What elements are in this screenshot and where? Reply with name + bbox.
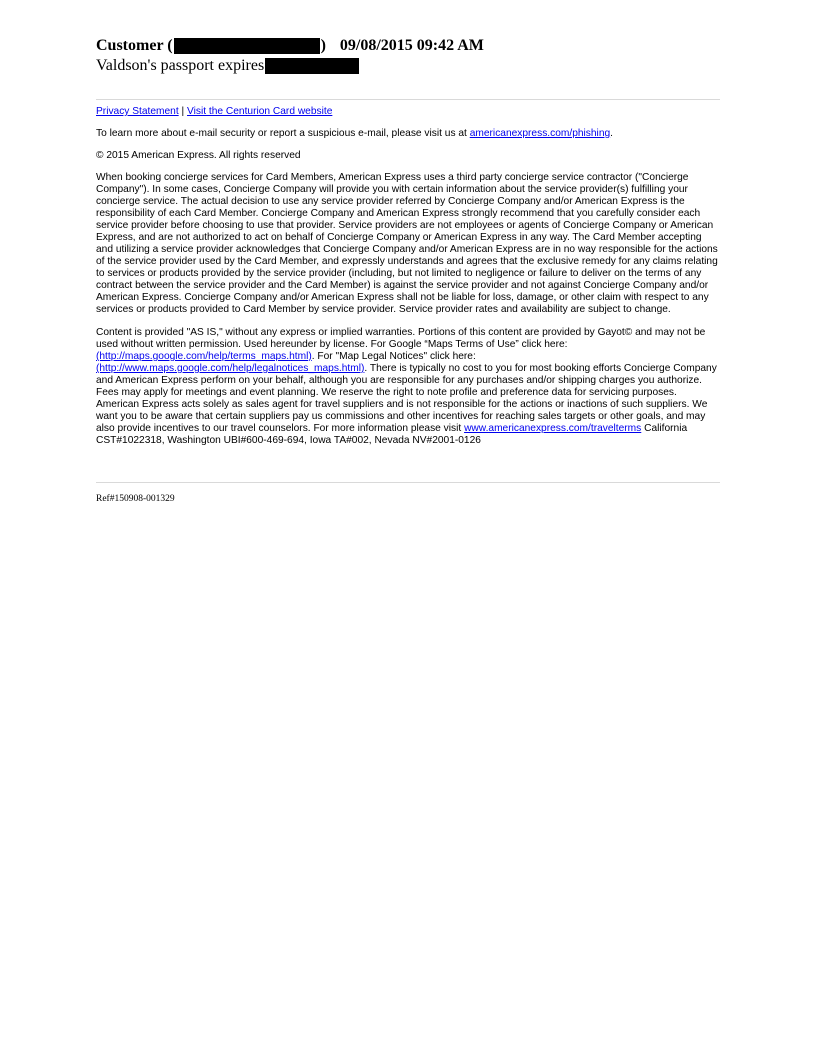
content-text-1: Content is provided "AS IS," without any express or implied warranties. Portions of this content are provided by Gayot© and may not be used without written permission. Used hereunder by license. For Google “Maps Terms of Use” click here:: [96, 327, 706, 350]
email-footer: [96, 104, 720, 447]
customer-label: Customer (: [96, 37, 173, 54]
content-text-4: California CST#1022318, Washington UBI#600-469-694, Iowa TA#002, Nevada NV#2001-0126: [96, 423, 688, 446]
concierge-disclaimer: When booking concierge services for Card Members, American Express uses a third party concierge service contractor ("Concierge Company"). In some cases, Concierge Company will provide you with certain information about the service provider(s) fulfilling your concierge service. The actual decision to use any service provider referred by Concierge Company and/or American Express is the responsibility of each Card Member. Concierge Company and American Express strongly recommend that you carefully consider each service provider before choosing to use that provider. Service providers are not employees or agents of Concierge Company or American Express, and are not authorized to act on behalf of Concierge Company or American Express in any way. The Card Member accepting and utilizing a service provider acknowledges that Concierge Company and/or American Express are in no way responsible for the actions of the service provider used by the Card Member, and expressly understands and agrees that the exclusive remedy for any claims relating to services or products provided by the service provider (including, but not limited to negligence or failure to deliver on the terms of any contract between the service provider and the Card Member) is against the service provider and not against Concierge Company and/or American Express. Concierge Company and/or American Express shall not be liable for loss, damage, or other claim with respect to any services or products provided to Card Member by service provider. Service provider rates and availability are subject to change.: [96, 172, 718, 315]
security-notice: [96, 128, 720, 140]
maps-terms-link[interactable]: (http://maps.google.com/help/terms_maps.html): [96, 351, 312, 362]
link-separator: |: [181, 106, 185, 117]
phishing-link[interactable]: americanexpress.com/phishing: [469, 128, 611, 139]
security-end: .: [610, 128, 613, 139]
message-datetime: 09/08/2015 09:42 AM: [339, 37, 484, 54]
email-header: [96, 36, 726, 76]
copyright-text: © 2015 American Express. All rights reserved: [96, 150, 301, 161]
content-text-2: . For "Map Legal Notices" click here:: [311, 351, 476, 362]
content-disclaimer: [96, 327, 720, 447]
redacted-customer-id: [174, 38, 320, 54]
divider-top: [96, 99, 720, 100]
privacy-statement-link[interactable]: Privacy Statement: [96, 106, 179, 117]
subject-text: Valdson's passport expires: [96, 57, 265, 74]
customer-line: [96, 36, 726, 56]
maps-legal-link[interactable]: (http://www.maps.google.com/help/legalnotices_maps.html): [96, 363, 365, 374]
subject-line: [96, 56, 726, 76]
security-text: To learn more about e-mail security or report a suspicious e-mail, please visit us at: [96, 128, 467, 139]
reference-number: Ref#150908-001329: [96, 494, 175, 504]
travel-terms-link[interactable]: www.americanexpress.com/travelterms: [464, 423, 642, 434]
content-text-3: . There is typically no cost to you for most booking efforts Concierge Company and American Express perform on your behalf, although you are responsible for any purchases and/or shipping charges you authorize. Fees may apply for meetings and event planning. We reserve the right to note profile and preference data for servicing purposes. American Express acts solely as sales agent for travel suppliers and is not responsible for the actions or inactions of such suppliers. We want you to be aware that certain suppliers pay us commissions and other incentives for reaching sales targets or other goals, and may also provide incentives to our travel counselors. For more information please visit: [96, 363, 717, 434]
footer-links: [96, 106, 720, 118]
divider-bottom: [96, 482, 720, 483]
centurion-card-link[interactable]: Visit the Centurion Card website: [187, 106, 333, 117]
customer-close: ): [320, 37, 326, 54]
redacted-expiry-date: [265, 58, 359, 74]
